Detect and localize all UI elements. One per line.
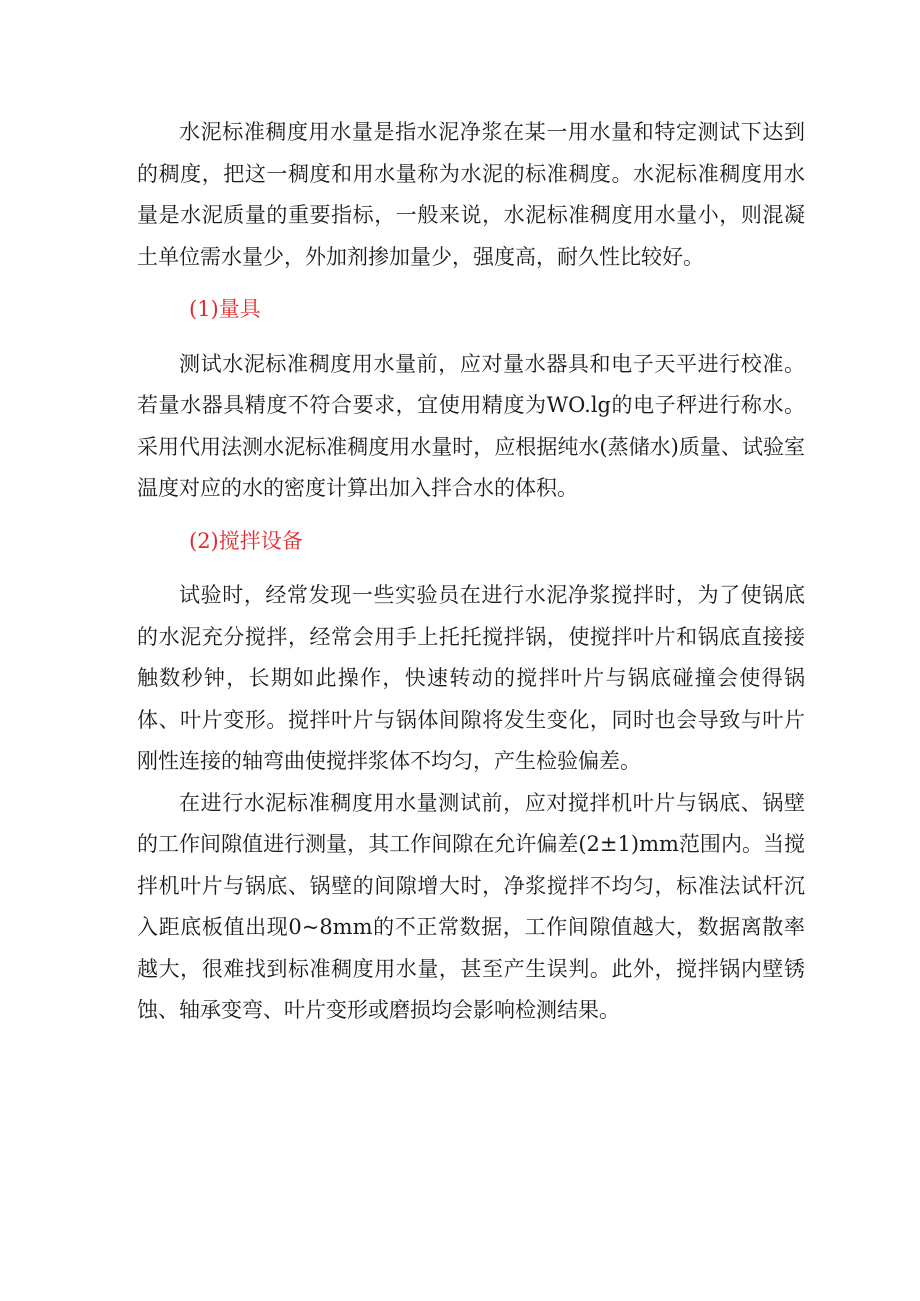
paragraph-mixer-clearance: 在进行水泥标准稠度用水量测试前，应对搅拌机叶片与锅底、锅壁的工作间隙值进行测量，其工作间隙在允许偏差(2±1)mm范围内。当搅拌机叶片与锅底、锅壁的间隙增大时，净浆搅拌不均匀，标准法试杆沉入距底板值出现0~8mm的不正常数据，工作间隙值越大，数据离散率越大，很难找到标准稠度用水量，甚至产生误判。此外，搅拌锅内壁锈蚀、轴承变弯、叶片变形或磨损均会影响检测结果。	[137, 790, 805, 1022]
section-heading-measuring-tools: (1)量具	[189, 297, 261, 321]
paragraph-measuring-tools: 测试水泥标准稠度用水量前，应对量水器具和电子天平进行校准。若量水器具精度不符合要求，宜使用精度为WO.lg的电子秤进行称水。采用代用法测水泥标准稠度用水量时，应根据纯水(蒸储水)质量、试验室温度对应的水的密度计算出加入拌合水的体积。	[137, 351, 805, 500]
section-heading-mixing-equipment: (2)搅拌设备	[189, 528, 303, 553]
paragraph-intro: 水泥标准稠度用水量是指水泥净浆在某一用水量和特定测试下达到的稠度，把这一稠度和用水量称为水泥的标准稠度。水泥标准稠度用水量是水泥质量的重要指标，一般来说，水泥标准稠度用水量小，则混凝土单位需水量少，外加剂掺加量少，强度高，耐久性比较好。	[137, 120, 805, 269]
document-page	[137, 112, 805, 1032]
paragraph-mixing-practice: 试验时，经常发现一些实验员在进行水泥净浆搅拌时，为了使锅底的水泥充分搅拌，经常会用手上托托搅拌锅，使搅拌叶片和锅底直接接触数秒钟，长期如此操作，快速转动的搅拌叶片与锅底碰撞会使得锅体、叶片变形。搅拌叶片与锅体间隙将发生变化，同时也会导致与叶片刚性连接的轴弯曲使搅拌浆体不均匀，产生检验偏差。	[137, 583, 805, 773]
